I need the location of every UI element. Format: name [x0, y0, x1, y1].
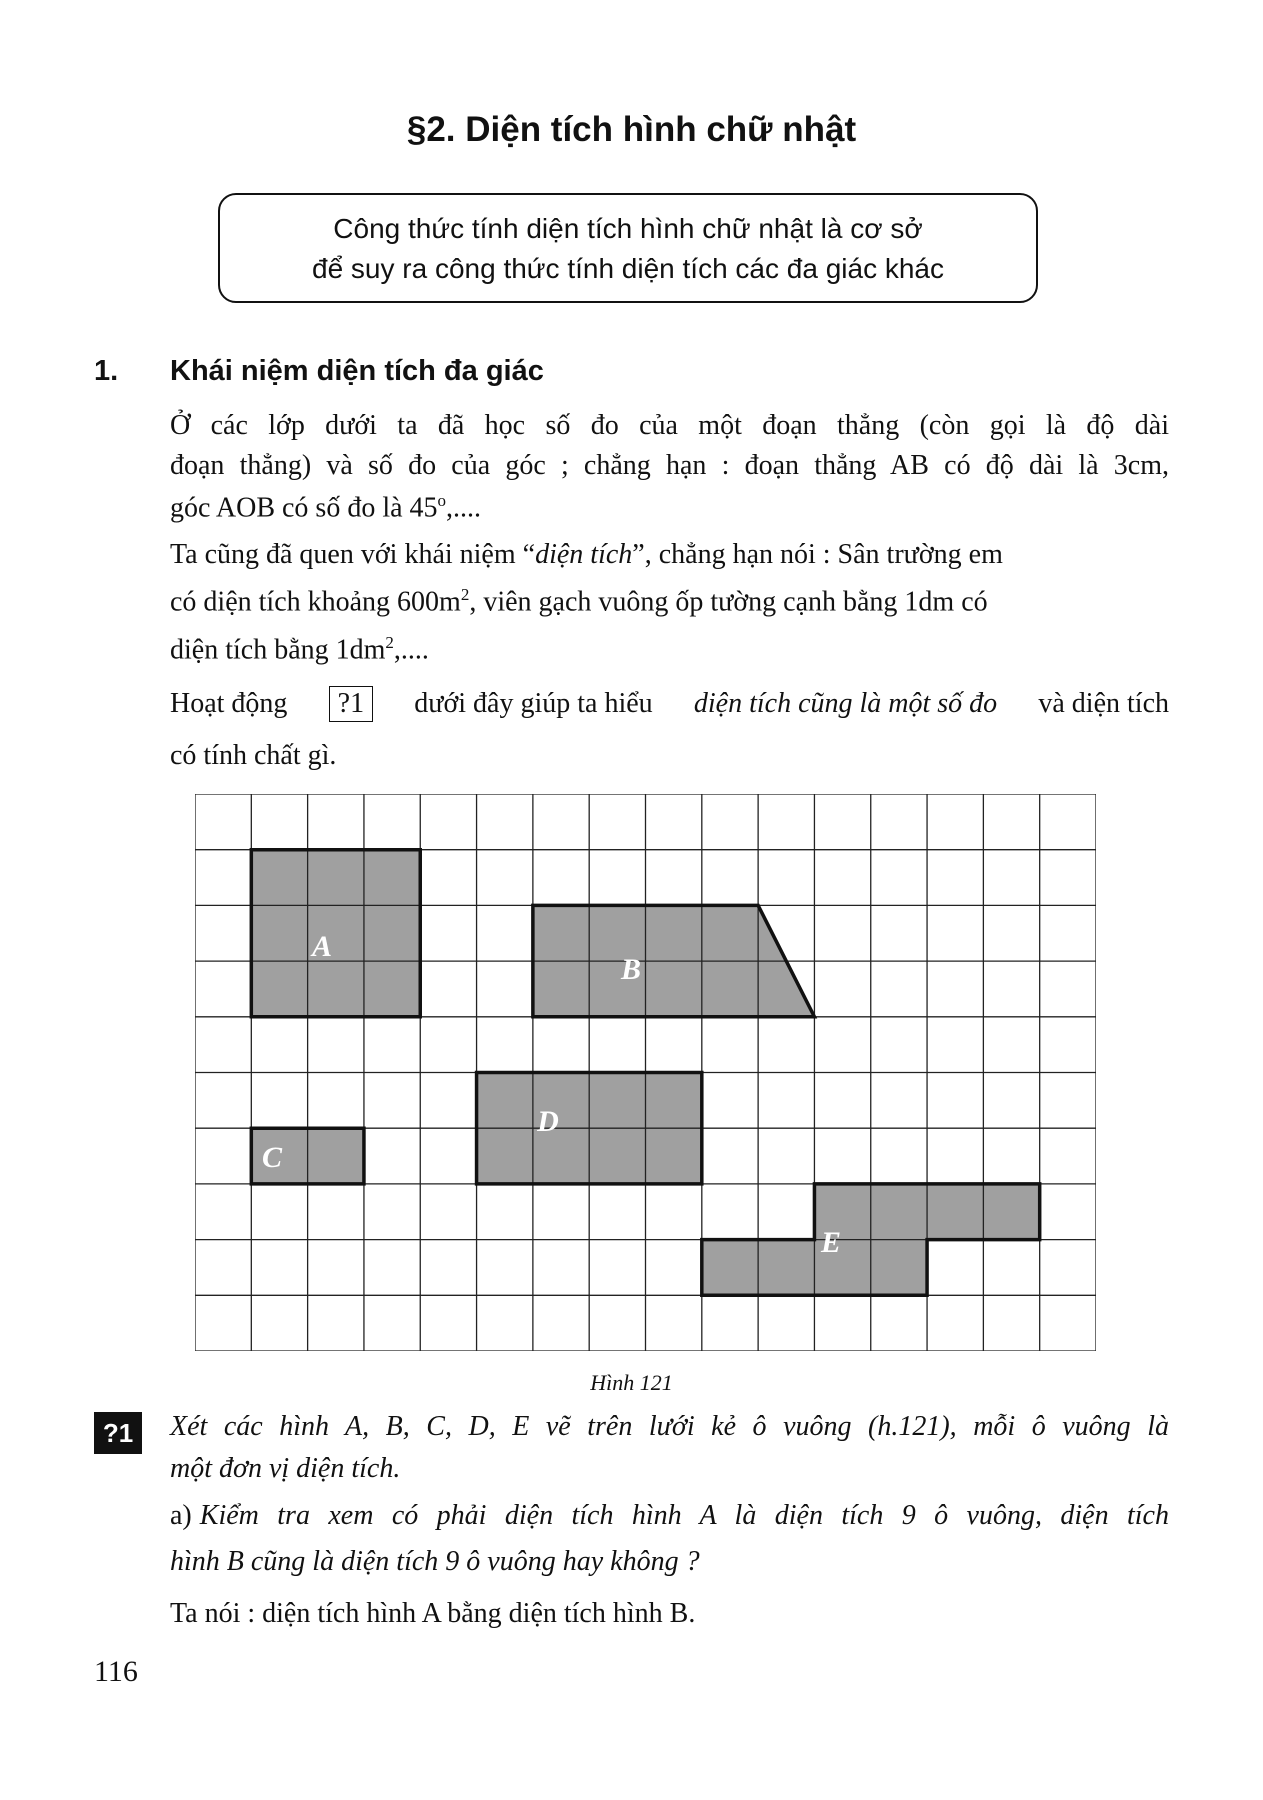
superscript: o	[437, 491, 447, 510]
shape-label-d: D	[537, 1105, 559, 1138]
paragraph-line	[170, 539, 1169, 571]
paragraph-line: Ở các lớp dưới ta đã học số đo của một đoạn thẳng (còn gọi là độ dài	[170, 410, 1169, 441]
text: góc AOB có số đo là 45	[170, 492, 438, 524]
text: , viên gạch vuông ốp tường cạnh bằng 1dm có	[469, 586, 988, 618]
question-line: một đơn vị diện tích.	[170, 1453, 401, 1484]
summary-box	[218, 193, 1038, 303]
question-line: Ta nói : diện tích hình A bằng diện tích hình B.	[170, 1598, 696, 1629]
summary-line: Công thức tính diện tích hình chữ nhật là cơ sở	[333, 213, 923, 244]
text: và diện tích	[1038, 688, 1169, 719]
paragraph-line	[170, 491, 1169, 524]
section-number: 1.	[94, 355, 119, 387]
paragraph-line: đoạn thẳng) và số đo của góc ; chẳng hạn : đoạn thẳng AB có độ dài là 3cm,	[170, 450, 1169, 481]
text: diện tích bằng 1dm	[170, 634, 386, 666]
text: ,....	[446, 492, 482, 524]
text: a)	[170, 1500, 192, 1531]
text: ”, chẳng hạn nói : Sân trường em	[632, 539, 1003, 570]
text: có diện tích khoảng 600m	[170, 586, 461, 618]
page-number: 116	[94, 1655, 138, 1688]
question-line: hình B cũng là diện tích 9 ô vuông hay không ?	[170, 1546, 700, 1577]
page-title: §2. Diện tích hình chữ nhật	[406, 110, 857, 149]
superscript: 2	[385, 633, 394, 652]
shape-label-a: A	[311, 930, 333, 963]
question-line: Xét các hình A, B, C, D, E vẽ trên lưới kẻ ô vuông (h.121), mỗi ô vuông là	[170, 1411, 1169, 1442]
question-line	[170, 1500, 1169, 1532]
superscript: 2	[460, 585, 470, 604]
text: Ta cũng đã quen với khái niệm “	[170, 539, 536, 570]
grid-labels	[195, 794, 1096, 1351]
shape-label-e: E	[820, 1226, 842, 1259]
summary-line: để suy ra công thức tính diện tích các đa giác khác	[312, 253, 944, 284]
text: ,....	[393, 634, 429, 666]
paragraph-line: có tính chất gì.	[170, 740, 337, 771]
shape-label-c: C	[261, 1141, 283, 1174]
activity-ref-box: ?1	[329, 686, 373, 722]
paragraph-line	[170, 633, 1169, 666]
text: dưới đây giúp ta hiểu	[414, 688, 653, 719]
question-badge: ?1	[94, 1412, 142, 1454]
emphasis: diện tích cũng là một số đo	[693, 688, 998, 719]
figure-caption: Hình 121	[590, 1370, 673, 1395]
section-heading: Khái niệm diện tích đa giác	[170, 355, 544, 387]
paragraph-line	[170, 585, 1169, 618]
emphasis: diện tích	[535, 539, 633, 570]
emphasis: Kiểm tra xem có phải diện tích hình A là diện tích 9 ô vuông, diện tích	[199, 1500, 1169, 1531]
shape-label-b: B	[620, 953, 642, 986]
text: Hoạt động	[170, 688, 288, 719]
paragraph-line	[170, 686, 1169, 722]
